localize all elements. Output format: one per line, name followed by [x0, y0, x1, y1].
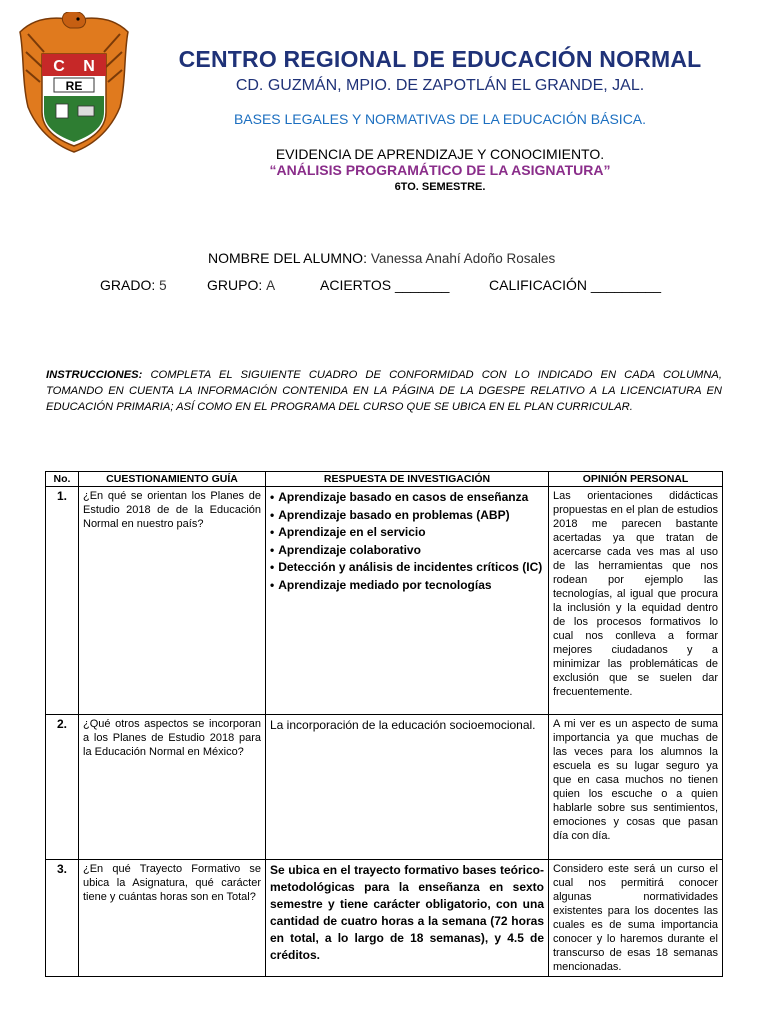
evidence-title: EVIDENCIA DE APRENDIZAJE Y CONOCIMIENTO. [275, 146, 605, 162]
score-field: CALIFICACIÓN _________ [489, 277, 661, 293]
row-question: ¿Qué otros aspectos se incorporan a los Planes de Estudio 2018 para la Educación Normal en México? [79, 715, 266, 860]
student-name-label: NOMBRE DEL ALUMNO: [208, 250, 367, 266]
list-item: • Aprendizaje basado en casos de enseñanza [270, 489, 544, 507]
logo-letters-re: RE [65, 79, 83, 93]
list-item: • Aprendizaje basado en problemas (ABP) [270, 507, 544, 525]
row-number: 1. [46, 487, 79, 715]
grade-label: GRADO: [100, 277, 156, 293]
course-name: BASES LEGALES Y NORMATIVAS DE LA EDUCACIÓN BÁSICA. [233, 111, 647, 127]
institution-title: CENTRO REGIONAL DE EDUCACIÓN NORMAL [178, 46, 702, 72]
student-name-row [208, 250, 555, 266]
answer-list [270, 489, 544, 594]
school-logo [14, 12, 134, 157]
institution-city: CD. GUZMÁN, MPIO. DE ZAPOTLÁN EL GRANDE, JAL. [235, 77, 645, 94]
row-number: 2. [46, 715, 79, 860]
table-header-row [46, 472, 723, 487]
row-question: ¿En qué se orientan los Planes de Estudio 2018 de de la Educación Normal en nuestro país? [79, 487, 266, 715]
header-question: CUESTIONAMIENTO GUÍA [79, 472, 266, 487]
list-item: • Aprendizaje en el servicio [270, 524, 544, 542]
row-question: ¿En qué Trayecto Formativo se ubica la Asignatura, qué carácter tiene y cuántas horas son en Total? [79, 860, 266, 977]
grade-field [100, 277, 167, 293]
hits-field: ACIERTOS _______ [320, 277, 450, 293]
list-item: • Aprendizaje mediado por tecnologías [270, 577, 544, 595]
student-name-value: Vanessa Anahí Adoño Rosales [370, 251, 556, 266]
table-row [46, 487, 723, 715]
logo-letter-n: N [83, 58, 95, 75]
shield [42, 54, 106, 146]
logo-letter-c: C [53, 58, 65, 75]
row-opinion: Las orientaciones didácticas propuestas en el plan de estudios 2018 me parecen bastante acertadas ya que tratan de acercarse cada ves mas al uso de las herramientas que nos rodean por ejemplo las tecnologías, al igual que procura la inclusión y la equidad dentro de los procesos formativos lo cual nos conlleva a formar mejores ciudadanos y a minimizar las problemáticas de exclusión que se suelen dar frecuentemente. [549, 487, 723, 715]
analysis-title: “ANÁLISIS PROGRAMÁTICO DE LA ASIGNATURA” [269, 162, 611, 178]
table-row [46, 715, 723, 860]
row-opinion: Considero este será un curso el cual nos permitirá conocer algunas normatividades existentes para los docentes las cuales es de suma importancia conocer y lo haremos durante el transcurso de esas 18 semanas mencionadas. [549, 860, 723, 977]
row-number: 3. [46, 860, 79, 977]
group-field [207, 277, 275, 293]
list-item: • Aprendizaje colaborativo [270, 542, 544, 560]
semester-label: 6TO. SEMESTRE. [394, 181, 486, 193]
header-answer: RESPUESTA DE INVESTIGACIÓN [266, 472, 549, 487]
row-answer [266, 487, 549, 715]
analysis-table [45, 471, 723, 977]
instructions [46, 367, 722, 415]
instructions-label: INSTRUCCIONES: [46, 369, 143, 381]
grade-value: 5 [159, 278, 167, 293]
row-answer: Se ubica en el trayecto formativo bases teórico-metodológicas para la enseñanza en sexto semestre y tiene carácter obligatorio, con una cantidad de cuatro horas a la semana (72 horas en total, a lo largo de 18 semanas), y 4.5 de créditos. [266, 860, 549, 977]
table-row [46, 860, 723, 977]
row-opinion: A mi ver es un aspecto de suma importancia ya que muchas de las veces para los alumnos la escuela es su lugar seguro ya que en casa muchos no tienen quien los escuche o a quien hablarle sobre sus sentimientos, emociones y cosas que pasan día con día. [549, 715, 723, 860]
group-value: A [266, 278, 276, 293]
instructions-text: COMPLETA EL SIGUIENTE CUADRO DE CONFORMIDAD CON LO INDICADO EN CADA COLUMNA, TOMANDO EN CUENTA LA INFORMACIÓN CONTENIDA EN LA PÁGINA DE LA DGESPE RELATIVO A LA LICENCIATURA EN EDUCACIÓN PRIMARIA; ASÍ COMO EN EL PROGRAMA DEL CURSO QUE SE UBICA EN EL PLAN CURRICULAR. [46, 369, 722, 413]
header-opinion: OPINIÓN PERSONAL [549, 472, 723, 487]
row-answer: La incorporación de la educación socioemocional. [266, 715, 549, 860]
group-label: GRUPO: [207, 277, 263, 293]
list-item: • Detección y análisis de incidentes críticos (IC) [270, 559, 544, 577]
header-number: No. [46, 472, 79, 487]
